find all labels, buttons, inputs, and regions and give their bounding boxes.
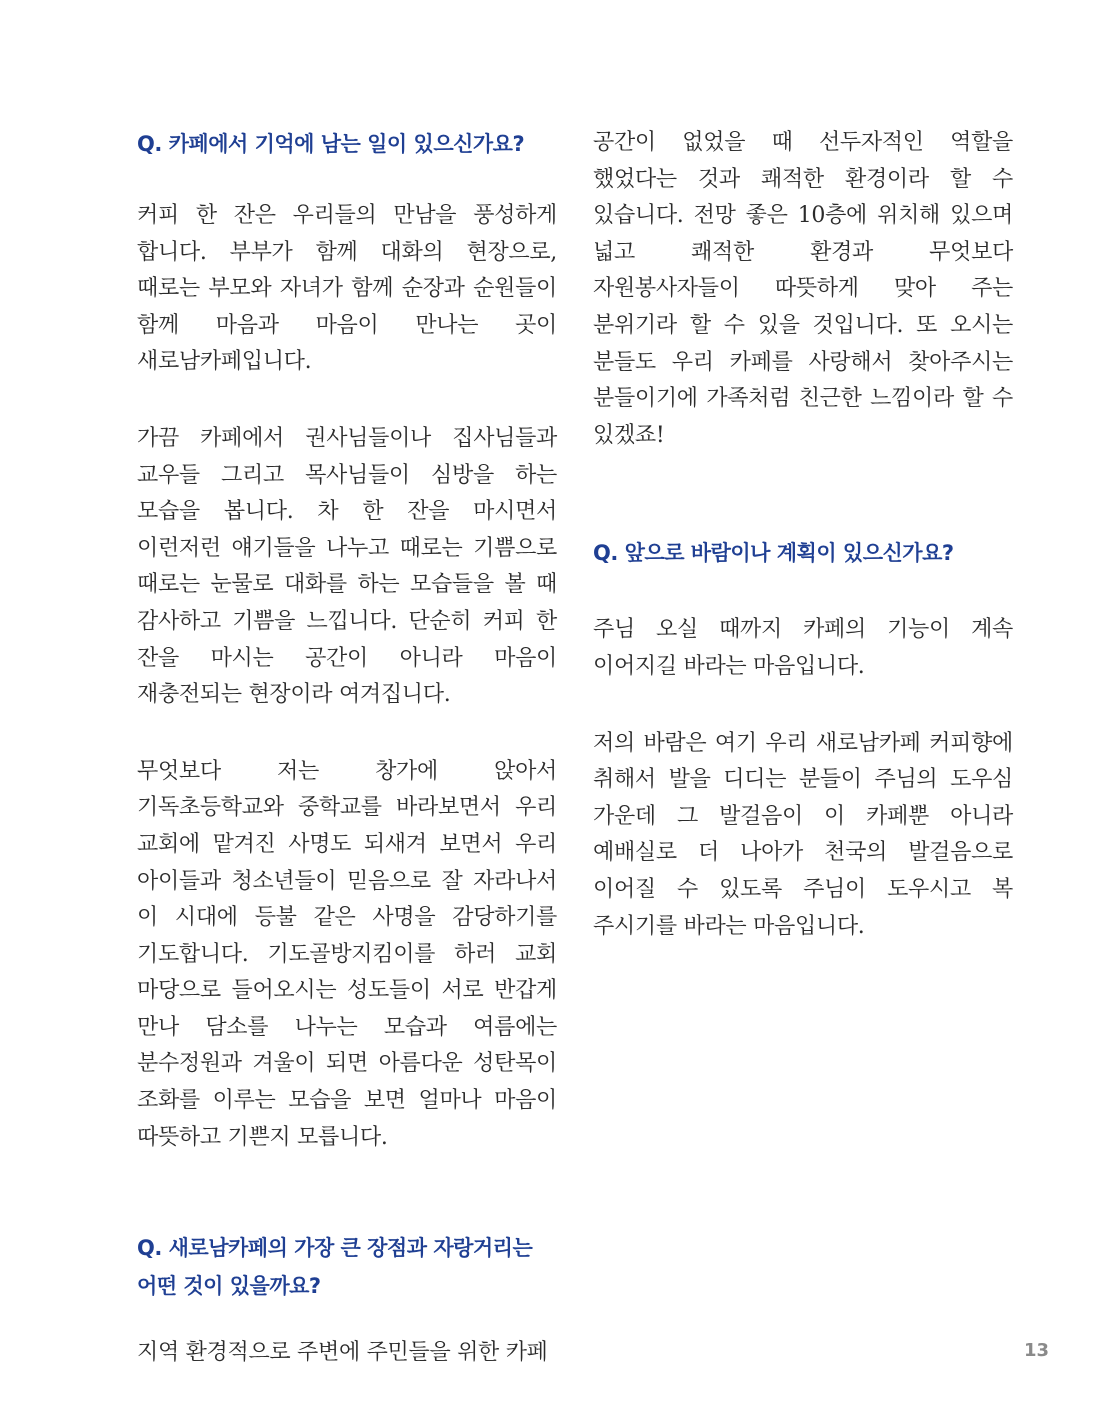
page-number: 13 [1024,1340,1050,1361]
question-heading-memorable: Q. 카페에서 기억에 남는 일이 있으신가요? [137,132,525,156]
answer-paragraph: 무엇보다 저는 창가에 앉아서 기독초등학교와 중학교를 바라보면서 우리 교회에 맡겨진 사명도 되새겨 보면서 우리 아이들과 청소년들이 믿음으로 잘 자라나서 이 시대에 등불 같은 사명을 감당하기를 기도합니다. 기도골방지킴이를 하러 교회 마당으로 들어오시는 성도들이 서로 반갑게 만나 담소를 나누는 모습과 여름에는 분수정원과 겨울이 되면 아름다운 성탄목이 조화를 이루는 모습을 보면 얼마나 마음이 따뜻하고 기쁜지 모릅니다. [137,758,557,1150]
answer-paragraph: 주님 오실 때까지 카페의 기능이 계속 이어지길 바라는 마음입니다. [593,617,1013,679]
answer-paragraph: 커피 한 잔은 우리들의 만남을 풍성하게 합니다. 부부가 함께 대화의 현장으로, 때로는 부모와 자녀가 함께 순장과 순원들이 함께 마음과 마음이 만나는 곳이 새로남카페입니다. [137,203,557,375]
question-heading-plans: Q. 앞으로 바람이나 계획이 있으신가요? [593,541,954,566]
answer-paragraph: 지역 환경적으로 주변에 주민들을 위한 카페 [137,1340,548,1366]
answer-paragraph: 가끔 카페에서 권사님들이나 집사님들과 교우들 그리고 목사님들이 심방을 하는 모습을 봅니다. 차 한 잔을 마시면서 이런저런 얘기들을 나누고 때로는 기쁨으로 때로는 눈물로 대화를 하는 모습들을 볼 때 감사하고 기쁨을 느낍니다. 단순히 커피 한 잔을 마시는 공간이 아니라 마음이 재충전되는 현장이라 여겨집니다. [137,425,557,708]
right-column [593,125,1013,945]
question-heading-strengths: Q. 새로남카페의 가장 큰 장점과 자랑거리는 어떤 것이 있을까요? [137,1236,533,1299]
left-column [137,125,557,1372]
answer-paragraph: 공간이 없었을 때 선두자적인 역할을 했었다는 것과 쾌적한 환경이라 할 수 있습니다. 전망 좋은 10층에 위치해 있으며 넓고 쾌적한 환경과 무엇보다 자원봉사자들이 따뜻하게 맞아 주는 분위기라 할 수 있을 것입니다. 또 오시는 분들도 우리 카페를 사랑해서 찾아주시는 분들이기에 가족처럼 친근한 느낌이라 할 수 있겠죠! [593,130,1013,448]
answer-paragraph: 저의 바람은 여기 우리 새로남카페 커피향에 취해서 발을 디디는 분들이 주님의 도우심 가운데 그 발걸음이 이 카페뿐 아니라 예배실로 더 나아가 천국의 발걸음으로 이어질 수 있도록 주님이 도우시고 복 주시기를 바라는 마음입니다. [593,730,1013,939]
